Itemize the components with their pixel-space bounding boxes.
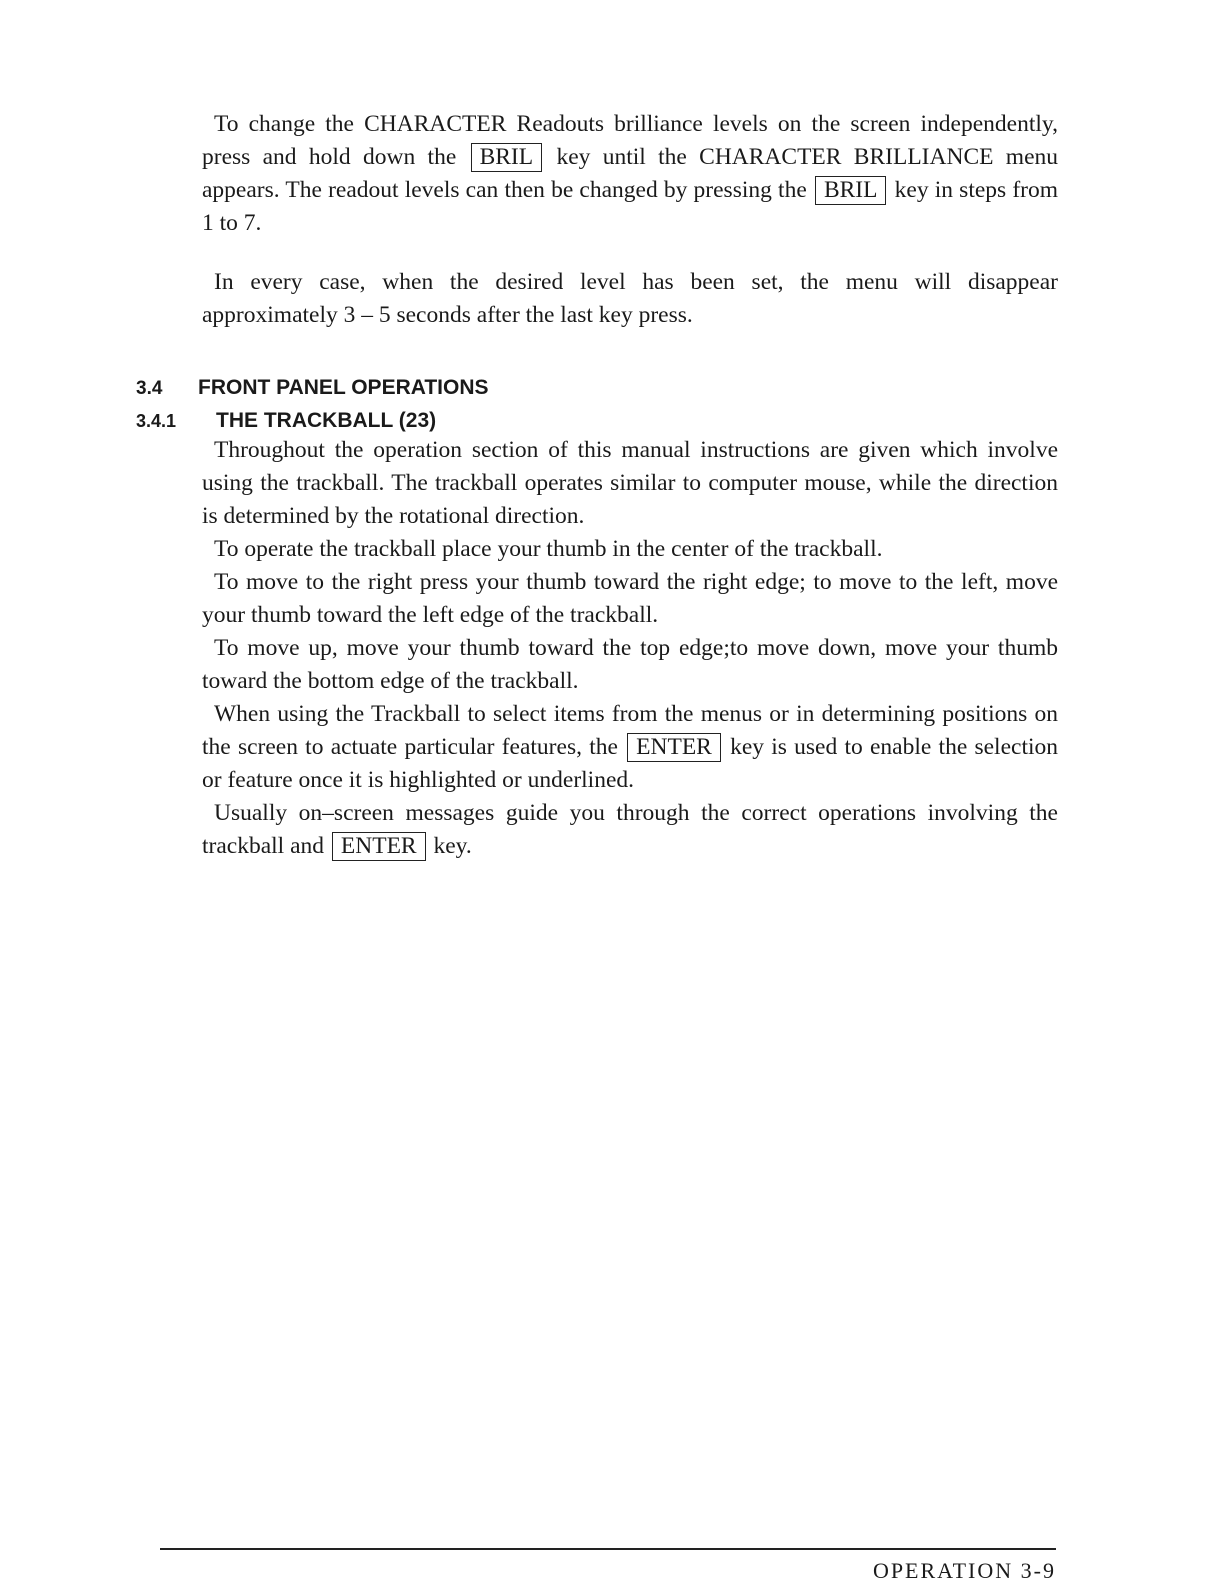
onscreen-messages-text-1: Usually on–screen messages guide you through the correct operations involving the trackball and <box>202 800 1058 859</box>
trackball-operate-paragraph <box>202 533 1058 566</box>
subsection-heading <box>136 407 436 435</box>
brilliance-text-3: key in steps from 1 to 7. <box>202 177 1059 236</box>
trackball-intro-text: Throughout the operation section of this manual instructions are given which involve using the trackball. The trackball operates similar to computer mouse, while the direction is determined by the rotational direction. <box>202 437 1058 529</box>
onscreen-messages-text-2: key. <box>433 833 472 859</box>
trackball-enter-text-2: key is used to enable the selection or feature once it is highlighted or underlined. <box>202 734 1058 793</box>
menu-timeout-paragraph <box>202 266 1058 332</box>
section-number: 3.4 <box>136 378 163 399</box>
trackball-enter-text-1: When using the Trackball to select items from the menus or in determining positions on the screen to actuate particular features, the <box>202 701 1058 760</box>
brilliance-paragraph <box>202 108 1058 240</box>
brilliance-text-1: To change the CHARACTER Readouts brilliance levels on the screen independently, press and hold down the <box>202 111 1058 170</box>
enter-key: ENTER <box>332 832 426 861</box>
section-title: FRONT PANEL OPERATIONS <box>198 376 489 399</box>
subsection-number: 3.4.1 <box>136 411 177 431</box>
menu-timeout-text: In every case, when the desired level has been set, the menu will disappear approximately 3 – 5 seconds after the last key press. <box>202 269 1058 328</box>
bril-key: BRIL <box>471 143 543 172</box>
onscreen-messages-paragraph <box>202 797 1058 863</box>
trackball-enter-paragraph <box>202 698 1058 797</box>
trackball-intro-paragraph <box>202 434 1058 533</box>
enter-key: ENTER <box>627 733 721 762</box>
trackball-operate-text: To operate the trackball place your thumb in the center of the trackball. <box>214 536 883 562</box>
trackball-up-down-text: To move up, move your thumb toward the top edge;to move down, move your thumb toward the bottom edge of the trackball. <box>202 635 1058 694</box>
bril-key: BRIL <box>815 176 887 205</box>
brilliance-text-2: key until the CHARACTER BRILLIANCE menu appears. The readout levels can then be changed by pressing the <box>202 144 1059 203</box>
page-footer: OPERATION 3-9 <box>872 1558 1056 1583</box>
trackball-left-right-paragraph <box>202 566 1058 632</box>
subsection-title: THE TRACKBALL (23) <box>216 409 437 432</box>
footer-rule <box>160 1548 1056 1550</box>
trackball-up-down-paragraph <box>202 632 1058 698</box>
section-heading <box>136 374 489 403</box>
trackball-left-right-text: To move to the right press your thumb toward the right edge; to move to the left, move your thumb toward the left edge of the trackball. <box>202 569 1058 628</box>
